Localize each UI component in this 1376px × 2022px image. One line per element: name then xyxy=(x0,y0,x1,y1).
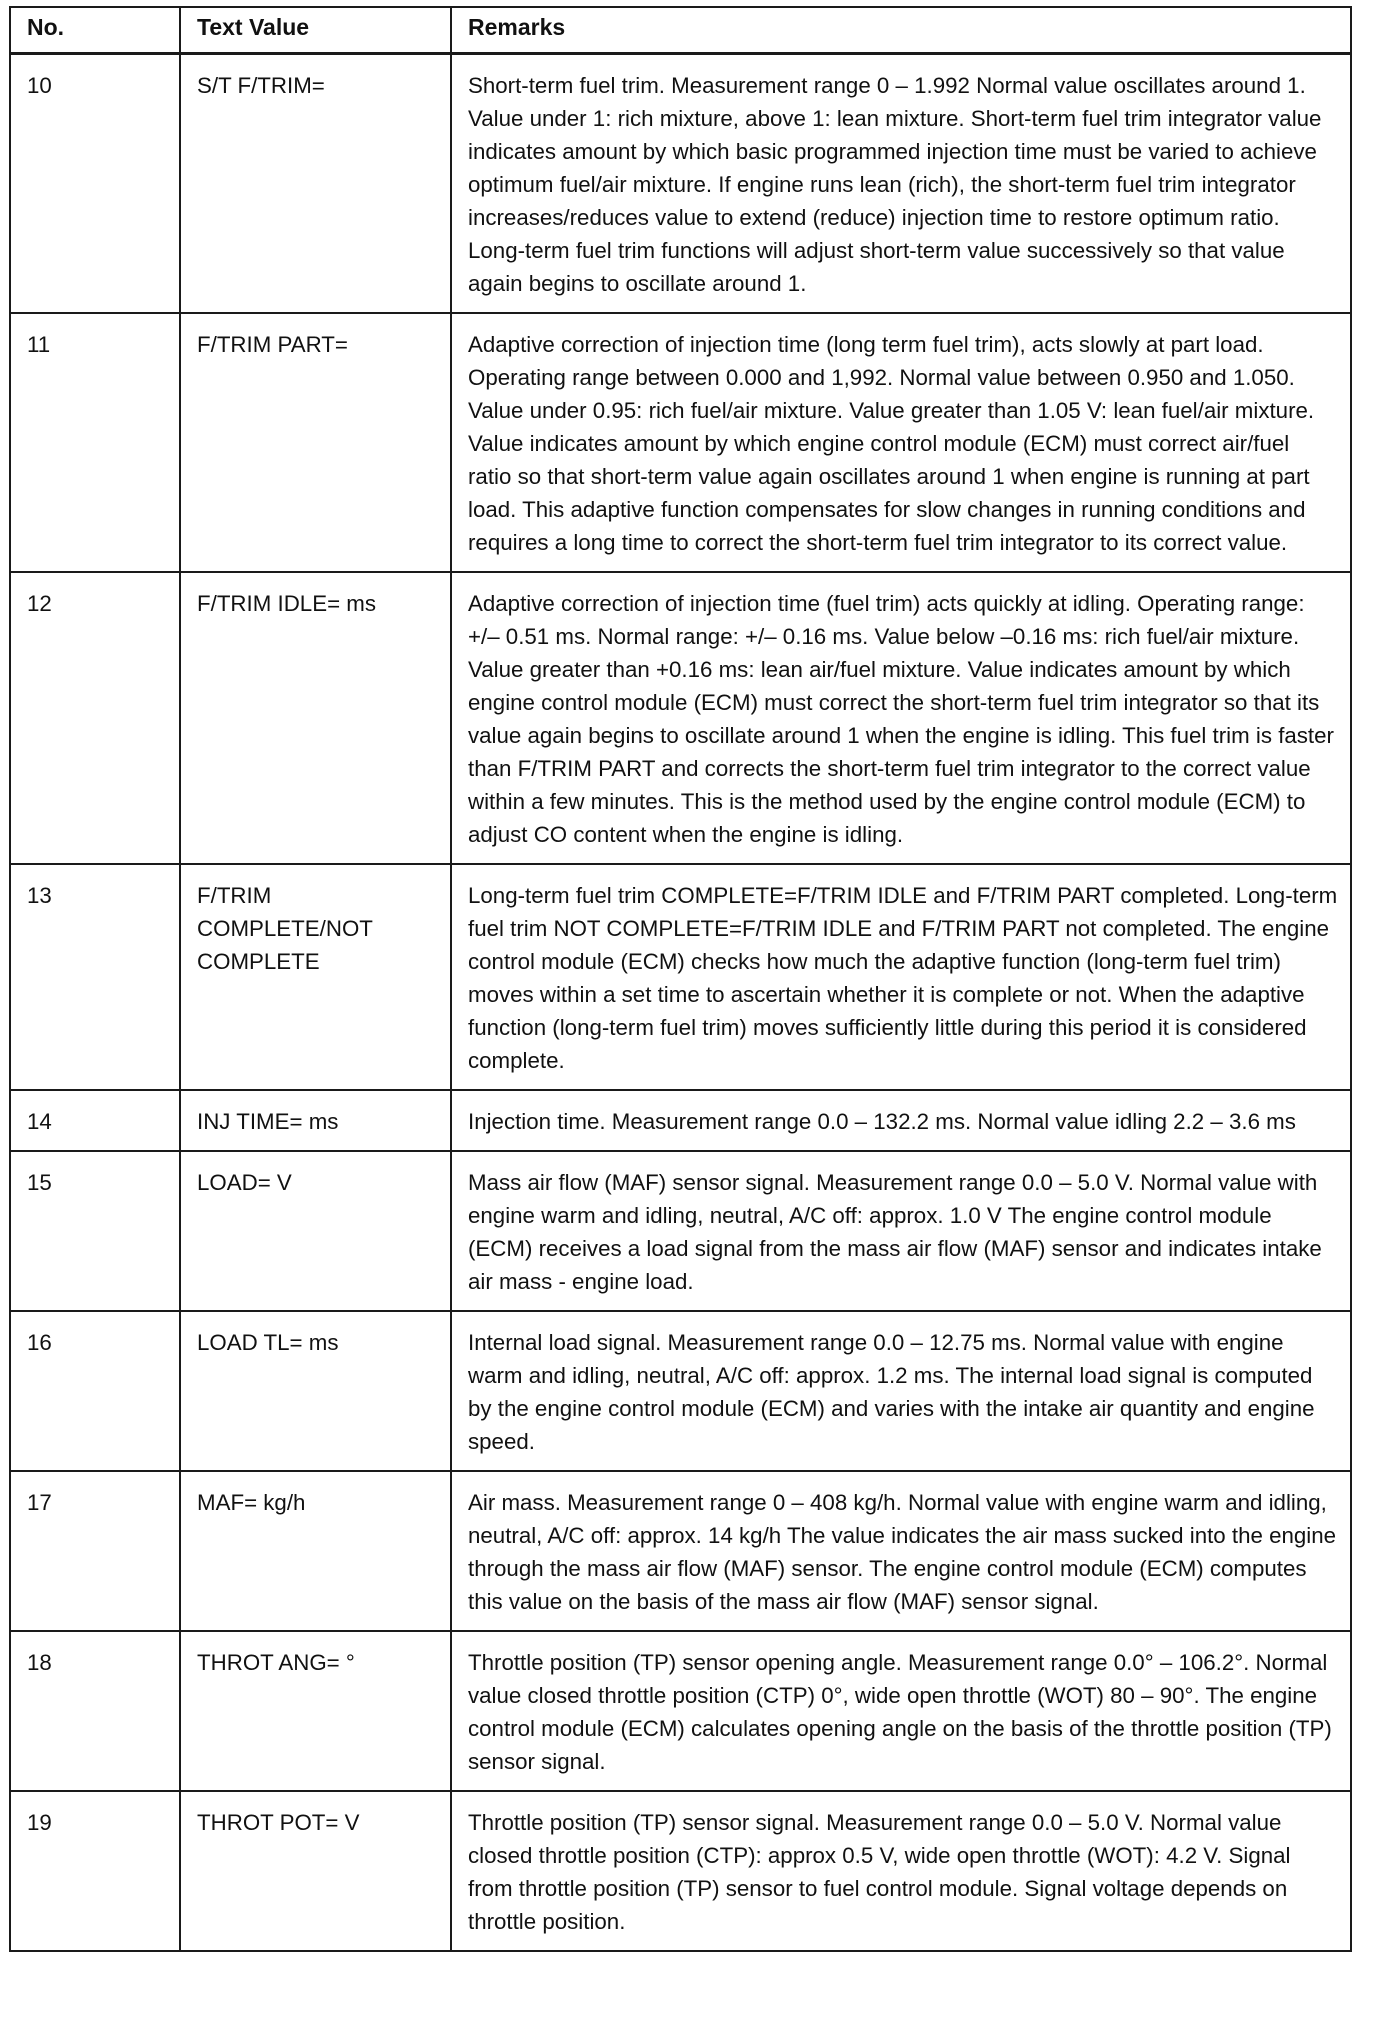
header-remarks: Remarks xyxy=(451,7,1351,54)
table-row xyxy=(10,1471,1351,1631)
row-number: 17 xyxy=(10,1471,180,1631)
row-text-value: F/TRIM IDLE= ms xyxy=(180,572,451,864)
row-remarks: Air mass. Measurement range 0 – 408 kg/h. Normal value with engine warm and idling, neutral, A/C off: approx. 14 kg/h The value indicates the air mass sucked into the engine through the mass air flow (MAF) sensor. The engine control module (ECM) computes this value on the basis of the mass air flow (MAF) sensor signal. xyxy=(451,1471,1351,1631)
row-number: 15 xyxy=(10,1151,180,1311)
row-text-value: LOAD= V xyxy=(180,1151,451,1311)
table-row xyxy=(10,54,1351,314)
table-row xyxy=(10,1311,1351,1471)
table-row xyxy=(10,572,1351,864)
row-text-value: LOAD TL= ms xyxy=(180,1311,451,1471)
row-text-value: F/TRIM PART= xyxy=(180,313,451,572)
row-remarks: Mass air flow (MAF) sensor signal. Measurement range 0.0 – 5.0 V. Normal value with engine warm and idling, neutral, A/C off: approx. 1.0 V The engine control module (ECM) receives a load signal from the mass air flow (MAF) sensor and indicates intake air mass - engine load. xyxy=(451,1151,1351,1311)
row-text-value: S/T F/TRIM= xyxy=(180,54,451,314)
row-remarks: Injection time. Measurement range 0.0 – 132.2 ms. Normal value idling 2.2 – 3.6 ms xyxy=(451,1090,1351,1151)
row-number: 12 xyxy=(10,572,180,864)
row-remarks: Throttle position (TP) sensor opening angle. Measurement range 0.0° – 106.2°. Normal value closed throttle position (CTP) 0°, wide open throttle (WOT) 80 – 90°. The engine control module (ECM) calculates opening angle on the basis of the throttle position (TP) sensor signal. xyxy=(451,1631,1351,1791)
row-number: 10 xyxy=(10,54,180,314)
table-row xyxy=(10,313,1351,572)
row-text-value: MAF= kg/h xyxy=(180,1471,451,1631)
row-remarks: Adaptive correction of injection time (long term fuel trim), acts slowly at part load. Operating range between 0.000 and 1,992. Normal value between 0.950 and 1.050. Value under 0.95: rich fuel/air mixture. Value greater than 1.05 V: lean fuel/air mixture. Value indicates amount by which engine control module (ECM) must correct air/fuel ratio so that short-term value again oscillates around 1 when engine is running at part load. This adaptive function compensates for slow changes in running conditions and requires a long time to correct the short-term fuel trim integrator to its correct value. xyxy=(451,313,1351,572)
row-remarks: Adaptive correction of injection time (fuel trim) acts quickly at idling. Operating range: +/– 0.51 ms. Normal range: +/– 0.16 ms. Value below –0.16 ms: rich fuel/air mixture. Value greater than +0.16 ms: lean air/fuel mixture. Value indicates amount by which engine control module (ECM) must correct the short-term fuel trim integrator so that its value again begins to oscillate around 1 when the engine is idling. This fuel trim is faster than F/TRIM PART and corrects the short-term fuel trim integrator to the correct value within a few minutes. This is the method used by the engine control module (ECM) to adjust CO content when the engine is idling. xyxy=(451,572,1351,864)
diagnostic-values-table xyxy=(9,6,1352,1952)
document-page xyxy=(9,6,1350,1952)
table-row xyxy=(10,1791,1351,1951)
row-number: 13 xyxy=(10,864,180,1090)
table-header-row xyxy=(10,7,1351,54)
row-remarks: Internal load signal. Measurement range 0.0 – 12.75 ms. Normal value with engine warm and idling, neutral, A/C off: approx. 1.2 ms. The internal load signal is computed by the engine control module (ECM) and varies with the intake air quantity and engine speed. xyxy=(451,1311,1351,1471)
row-text-value: THROT ANG= ° xyxy=(180,1631,451,1791)
table-row xyxy=(10,1631,1351,1791)
row-text-value: THROT POT= V xyxy=(180,1791,451,1951)
row-number: 19 xyxy=(10,1791,180,1951)
row-remarks: Short-term fuel trim. Measurement range 0 – 1.992 Normal value oscillates around 1. Value under 1: rich mixture, above 1: lean mixture. Short-term fuel trim integrator value indicates amount by which basic programmed injection time must be varied to achieve optimum fuel/air mixture. If engine runs lean (rich), the short-term fuel trim integrator increases/reduces value to extend (reduce) injection time to restore optimum ratio. Long-term fuel trim functions will adjust short-term value successively so that value again begins to oscillate around 1. xyxy=(451,54,1351,314)
row-number: 11 xyxy=(10,313,180,572)
row-text-value: INJ TIME= ms xyxy=(180,1090,451,1151)
row-number: 18 xyxy=(10,1631,180,1791)
row-text-value: F/TRIM COMPLETE/NOT COMPLETE xyxy=(180,864,451,1090)
row-number: 14 xyxy=(10,1090,180,1151)
row-number: 16 xyxy=(10,1311,180,1471)
row-remarks: Throttle position (TP) sensor signal. Measurement range 0.0 – 5.0 V. Normal value closed throttle position (CTP): approx 0.5 V, wide open throttle (WOT): 4.2 V. Signal from throttle position (TP) sensor to fuel control module. Signal voltage depends on throttle position. xyxy=(451,1791,1351,1951)
header-text-value: Text Value xyxy=(180,7,451,54)
table-row xyxy=(10,1090,1351,1151)
header-no: No. xyxy=(10,7,180,54)
table-row xyxy=(10,1151,1351,1311)
table-row xyxy=(10,864,1351,1090)
row-remarks: Long-term fuel trim COMPLETE=F/TRIM IDLE and F/TRIM PART completed. Long-term fuel trim NOT COMPLETE=F/TRIM IDLE and F/TRIM PART not completed. The engine control module (ECM) checks how much the adaptive function (long-term fuel trim) moves within a set time to ascertain whether it is complete or not. When the adaptive function (long-term fuel trim) moves sufficiently little during this period it is considered complete. xyxy=(451,864,1351,1090)
